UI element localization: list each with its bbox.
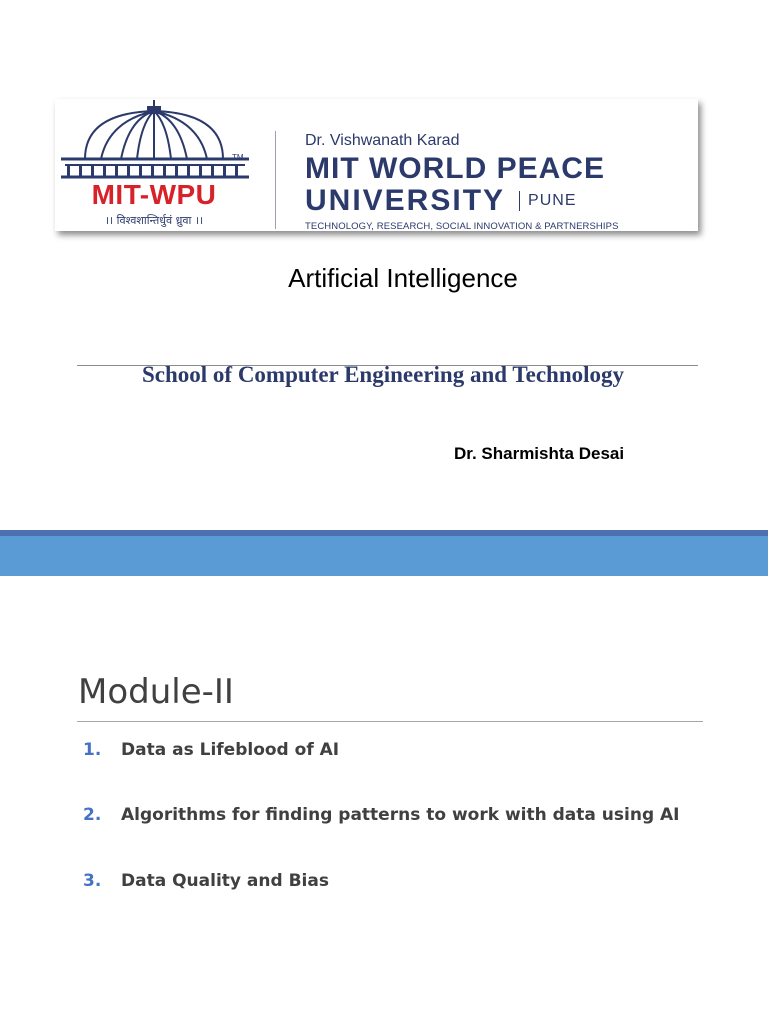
mit-wpu-logo [55, 99, 275, 231]
school-name: School of Computer Engineering and Technology [141, 362, 624, 387]
trademark: TM [232, 153, 244, 162]
list-item [83, 869, 329, 893]
logo-text: MIT-WPU [91, 179, 217, 210]
city-divider [519, 191, 520, 211]
university-name-line2: UNIVERSITY [305, 184, 506, 217]
logo-motto: ।। विश्वशान्तिर्धुवं ध्रुवा ।। [104, 214, 204, 227]
list-item-number: 1. [83, 740, 102, 760]
list-item-text: Algorithms for finding patterns to work with data using AI [121, 805, 680, 825]
list-item [83, 803, 680, 827]
module-title-rule [77, 721, 703, 722]
university-name-line1: MIT WORLD PEACE [305, 152, 605, 185]
list-item-text: Data as Lifeblood of AI [121, 740, 340, 760]
list-item-number: 2. [83, 805, 102, 825]
university-tagline: TECHNOLOGY, RESEARCH, SOCIAL INNOVATION & PARTNERSHIPS [305, 221, 619, 232]
university-city: PUNE [528, 192, 577, 209]
list-item-number: 3. [83, 871, 102, 891]
module-title: Module-II [78, 672, 234, 712]
university-name-block [305, 131, 697, 232]
list-item [83, 738, 339, 762]
course-title: Artificial Intelligence [288, 263, 518, 293]
banner-divider [275, 131, 276, 229]
founder-name: Dr. Vishwanath Karad [305, 132, 460, 149]
list-item-text: Data Quality and Bias [121, 871, 329, 891]
author-name: Dr. Sharmishta Desai [454, 444, 625, 463]
university-name-row2 [305, 185, 697, 217]
dome-logo-icon [57, 99, 257, 181]
slide-separator-band [0, 536, 768, 576]
university-banner [55, 99, 698, 231]
